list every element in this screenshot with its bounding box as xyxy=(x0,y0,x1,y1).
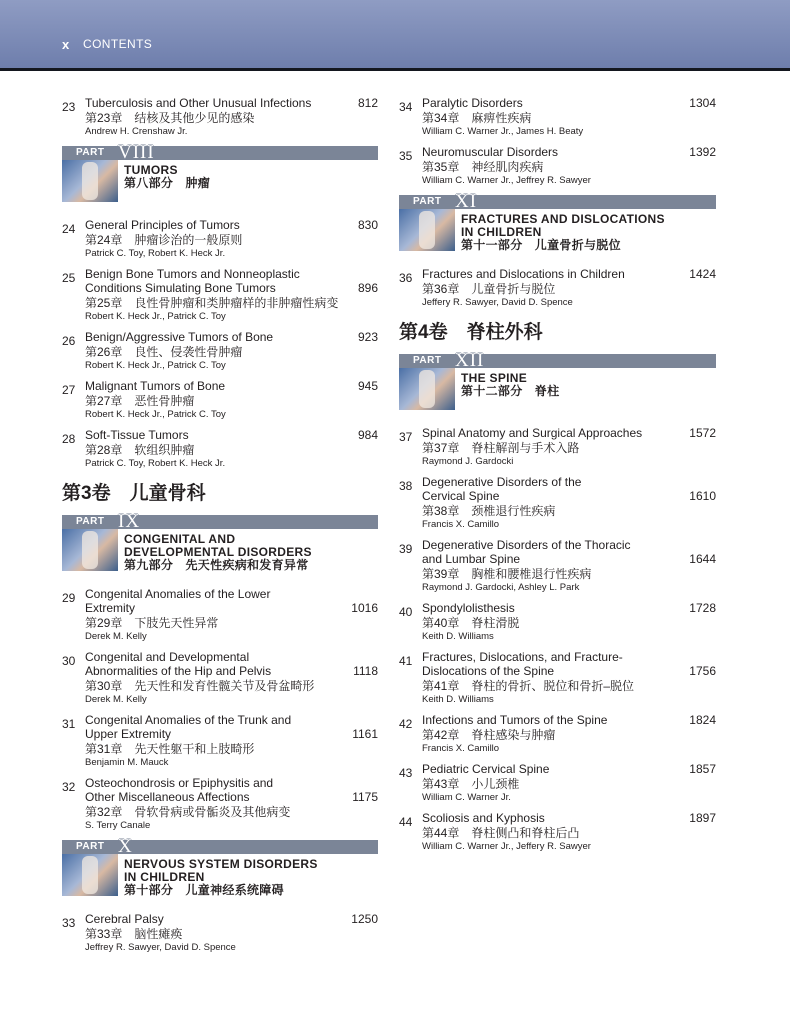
chapter-title-en: Infections and Tumors of the Spine xyxy=(422,713,608,727)
entry-body xyxy=(85,379,378,421)
volume-heading: 第3卷 儿童骨科 xyxy=(62,483,206,504)
chapter-title-en: Malignant Tumors of Bone xyxy=(85,379,226,393)
chapter-title-en: Congenital and Developmental xyxy=(85,650,250,664)
page-number: 1424 xyxy=(689,267,716,281)
chapter-title-cn: 第43章 小儿颈椎 xyxy=(422,777,520,791)
chapter-authors: Raymond J. Gardocki xyxy=(422,456,514,467)
part-label: PART xyxy=(76,516,105,527)
toc-entry[interactable] xyxy=(399,538,716,594)
part-title-cn: 第十部分 儿童神经系统障碍 xyxy=(124,883,284,897)
part-title xyxy=(461,372,559,398)
chapter-title-en: Fractures and Dislocations in Children xyxy=(422,267,625,281)
chapter-authors: Jeffrey R. Sawyer, David D. Spence xyxy=(85,942,236,953)
part-title-cn: 第九部分 先天性疾病和发育异常 xyxy=(124,558,309,572)
chapter-title-en: Neuromuscular Disorders xyxy=(422,145,559,159)
chapter-number: 38 xyxy=(399,479,413,493)
chapter-number: 36 xyxy=(399,271,413,285)
chapter-title-en: Congenital Anomalies of the Trunk and xyxy=(85,713,292,727)
toc-entry[interactable] xyxy=(399,96,716,138)
page-number: 923 xyxy=(357,330,378,344)
chapter-title-en: Spinal Anatomy and Surgical Approaches xyxy=(422,426,643,440)
chapter-title-en: Extremity xyxy=(85,601,136,615)
chapter-number: 42 xyxy=(399,717,413,731)
page-number: 1728 xyxy=(689,601,716,615)
toc-entry[interactable] xyxy=(399,426,716,468)
page-number: 1118 xyxy=(353,664,378,678)
part-banner xyxy=(399,191,716,257)
page-number: 1304 xyxy=(689,96,716,110)
chapter-title-cn: 第44章 脊柱侧凸和脊柱后凸 xyxy=(422,826,580,840)
toc-entry[interactable] xyxy=(399,475,716,531)
chapter-number: 31 xyxy=(62,717,76,731)
part-bar xyxy=(399,191,716,212)
chapter-title-en: Osteochondrosis or Epiphysitis and xyxy=(85,776,274,790)
chapter-authors: Francis X. Camillo xyxy=(422,519,500,530)
chapter-authors: Derek M. Kelly xyxy=(85,694,147,705)
chapter-title-en: Abnormalities of the Hip and Pelvis xyxy=(85,664,272,678)
toc-entry[interactable] xyxy=(62,267,378,323)
page-number: 1250 xyxy=(351,912,378,926)
chapter-title-en: Cervical Spine xyxy=(422,489,500,503)
part-title-line: IN CHILDREN xyxy=(461,225,542,239)
part-banner xyxy=(399,350,716,416)
chapter-title-en: General Principles of Tumors xyxy=(85,218,240,232)
toc-entry[interactable] xyxy=(62,587,378,643)
chapter-authors: S. Terry Canale xyxy=(85,820,151,831)
page-number: 812 xyxy=(357,96,378,110)
part-roman: VIII xyxy=(118,142,155,163)
entry-body xyxy=(422,426,716,468)
chapter-number: 35 xyxy=(399,149,413,163)
chapter-number: 24 xyxy=(62,222,76,236)
chapter-title-en: Conditions Simulating Bone Tumors xyxy=(85,281,276,295)
entry-body xyxy=(422,145,716,187)
entry-body xyxy=(85,912,378,954)
entry-body xyxy=(85,330,378,372)
chapter-number: 34 xyxy=(399,100,413,114)
chapter-authors: Robert K. Heck Jr., Patrick C. Toy xyxy=(85,360,226,371)
part-label: PART xyxy=(76,841,105,852)
entry-body xyxy=(422,267,716,309)
toc-entry[interactable] xyxy=(62,428,378,470)
chapter-number: 39 xyxy=(399,542,413,556)
part-title-line: CONGENITAL AND xyxy=(124,532,236,546)
chapter-title-en: Scoliosis and Kyphosis xyxy=(422,811,545,825)
part-title xyxy=(124,858,318,897)
chapter-title-cn: 第42章 脊柱感染与肿瘤 xyxy=(422,728,556,742)
entry-body xyxy=(85,650,378,706)
chapter-number: 37 xyxy=(399,430,413,444)
volume-heading: 第4卷 脊柱外科 xyxy=(399,322,543,343)
chapter-authors: William C. Warner Jr. xyxy=(422,792,511,803)
right-column xyxy=(399,96,716,860)
chapter-title-en: Benign/Aggressive Tumors of Bone xyxy=(85,330,274,344)
page-number: 1572 xyxy=(689,426,716,440)
chapter-title-cn: 第27章 恶性骨肿瘤 xyxy=(85,394,195,408)
part-bar xyxy=(62,836,378,857)
chapter-authors: Jeffery R. Sawyer, David D. Spence xyxy=(422,297,573,308)
chapter-authors: Keith D. Williams xyxy=(422,694,494,705)
part-label: PART xyxy=(76,147,105,158)
chapter-title-cn: 第38章 颈椎退行性疾病 xyxy=(422,504,556,518)
chapter-title-en: Spondylolisthesis xyxy=(422,601,515,615)
entry-body xyxy=(422,811,716,853)
page-number: 1756 xyxy=(689,664,716,678)
chapter-number: 23 xyxy=(62,100,76,114)
chapter-authors: William C. Warner Jr., Jeffrey R. Sawyer xyxy=(422,175,591,186)
part-banner xyxy=(62,836,378,902)
part-illustration xyxy=(399,368,455,410)
chapter-title-en: Tuberculosis and Other Unusual Infections xyxy=(85,96,312,110)
part-bar xyxy=(399,350,716,371)
page-number: 1897 xyxy=(689,811,716,825)
toc-entry[interactable] xyxy=(399,762,716,804)
chapter-number: 28 xyxy=(62,432,76,446)
chapter-authors: Robert K. Heck Jr., Patrick C. Toy xyxy=(85,311,226,322)
chapter-title-cn: 第41章 脊柱的骨折、脱位和骨折–脱位 xyxy=(422,679,635,693)
chapter-title-cn: 第35章 神经肌肉疾病 xyxy=(422,160,544,174)
chapter-title-en: Upper Extremity xyxy=(85,727,172,741)
chapter-number: 29 xyxy=(62,591,76,605)
part-label: PART xyxy=(413,196,442,207)
chapter-number: 25 xyxy=(62,271,76,285)
chapter-number: 40 xyxy=(399,605,413,619)
entry-body xyxy=(422,601,716,643)
page-number: 1610 xyxy=(689,489,716,503)
chapter-authors: Patrick C. Toy, Robert K. Heck Jr. xyxy=(85,248,226,259)
part-label: PART xyxy=(413,355,442,366)
page-number: 984 xyxy=(357,428,378,442)
chapter-title-cn: 第24章 肿瘤诊治的一般原则 xyxy=(85,233,243,247)
chapter-title-en: and Lumbar Spine xyxy=(422,552,521,566)
entry-body xyxy=(85,267,378,323)
chapter-authors: Keith D. Williams xyxy=(422,631,494,642)
chapter-title-en: Pediatric Cervical Spine xyxy=(422,762,550,776)
chapter-number: 43 xyxy=(399,766,413,780)
header-band xyxy=(0,0,790,68)
toc-entry[interactable] xyxy=(62,776,378,832)
part-title-line: DEVELOPMENTAL DISORDERS xyxy=(124,545,312,559)
toc-entry[interactable] xyxy=(62,650,378,706)
header-rule xyxy=(0,68,790,71)
entry-body xyxy=(85,713,378,769)
part-title xyxy=(461,213,665,252)
part-title-cn: 第十二部分 脊柱 xyxy=(461,384,560,398)
chapter-number: 27 xyxy=(62,383,76,397)
chapter-title-en: Other Miscellaneous Affections xyxy=(85,790,250,804)
toc-entry[interactable] xyxy=(62,96,378,138)
chapter-number: 33 xyxy=(62,916,76,930)
page-number: 830 xyxy=(357,218,378,232)
entry-body xyxy=(422,713,716,755)
toc-entry[interactable] xyxy=(399,267,716,309)
chapter-title-cn: 第26章 良性、侵袭性骨肿瘤 xyxy=(85,345,243,359)
chapter-authors: Francis X. Camillo xyxy=(422,743,500,754)
page-number: 1016 xyxy=(351,601,378,615)
part-banner xyxy=(62,511,378,577)
page-number: 945 xyxy=(357,379,378,393)
page-number: 1644 xyxy=(689,552,716,566)
entry-body xyxy=(422,762,716,804)
chapter-title-cn: 第40章 脊柱滑脱 xyxy=(422,616,520,630)
part-illustration xyxy=(399,209,455,251)
part-roman: XI xyxy=(455,191,478,212)
chapter-authors: Derek M. Kelly xyxy=(85,631,147,642)
chapter-title-cn: 第36章 儿童骨折与脱位 xyxy=(422,282,556,296)
chapter-title-cn: 第32章 骨软骨病或骨骺炎及其他病变 xyxy=(85,805,291,819)
toc-entry[interactable] xyxy=(399,145,716,187)
chapter-title-en: Degenerative Disorders of the Thoracic xyxy=(422,538,631,552)
part-bar xyxy=(62,511,378,532)
page-number: 1392 xyxy=(689,145,716,159)
page-mark: x xyxy=(62,37,70,52)
entry-body xyxy=(85,587,378,643)
toc-entry[interactable] xyxy=(399,713,716,755)
part-illustration xyxy=(62,529,118,571)
toc-entry[interactable] xyxy=(62,912,378,954)
chapter-title-cn: 第31章 先天性躯干和上肢畸形 xyxy=(85,742,255,756)
part-illustration xyxy=(62,160,118,202)
chapter-title-en: Cerebral Palsy xyxy=(85,912,164,926)
chapter-title-en: Soft-Tissue Tumors xyxy=(85,428,189,442)
part-roman: IX xyxy=(118,511,141,532)
part-title-cn: 第八部分 肿瘤 xyxy=(124,176,211,190)
page-number: 1175 xyxy=(352,790,378,804)
chapter-title-cn: 第25章 良性骨肿瘤和类肿瘤样的非肿瘤性病变 xyxy=(85,296,339,310)
entry-body xyxy=(85,428,378,470)
part-title-cn: 第十一部分 儿童骨折与脱位 xyxy=(461,238,621,252)
part-banner xyxy=(62,142,378,208)
entry-body xyxy=(422,475,716,531)
chapter-authors: Patrick C. Toy, Robert K. Heck Jr. xyxy=(85,458,226,469)
part-title xyxy=(124,533,312,572)
chapter-authors: William C. Warner Jr., James H. Beaty xyxy=(422,126,584,137)
chapter-title-en: Fractures, Dislocations, and Fracture- xyxy=(422,650,623,664)
page-number: 1161 xyxy=(352,727,378,741)
toc-entry[interactable] xyxy=(62,330,378,372)
chapter-title-en: Benign Bone Tumors and Nonneoplastic xyxy=(85,267,300,281)
page-number: 1824 xyxy=(689,713,716,727)
chapter-title-en: Dislocations of the Spine xyxy=(422,664,555,678)
chapter-title-cn: 第39章 胸椎和腰椎退行性疾病 xyxy=(422,567,592,581)
chapter-number: 44 xyxy=(399,815,413,829)
toc-entry[interactable] xyxy=(399,811,716,853)
entry-body xyxy=(422,650,716,706)
toc-entry[interactable] xyxy=(62,218,378,260)
entry-body xyxy=(85,96,378,138)
chapter-authors: Andrew H. Crenshaw Jr. xyxy=(85,126,188,137)
chapter-title-cn: 第37章 脊柱解剖与手术入路 xyxy=(422,441,580,455)
chapter-authors: Robert K. Heck Jr., Patrick C. Toy xyxy=(85,409,226,420)
chapter-title-cn: 第23章 结核及其他少见的感染 xyxy=(85,111,255,125)
toc-entry[interactable] xyxy=(399,650,716,706)
chapter-number: 26 xyxy=(62,334,76,348)
part-roman: X xyxy=(118,836,133,857)
entry-body xyxy=(422,96,716,138)
part-title xyxy=(124,164,210,190)
chapter-title-en: Degenerative Disorders of the xyxy=(422,475,582,489)
part-roman: XII xyxy=(455,350,485,371)
chapter-title-en: Paralytic Disorders xyxy=(422,96,523,110)
chapter-number: 41 xyxy=(399,654,413,668)
chapter-title-cn: 第33章 脑性瘫痪 xyxy=(85,927,183,941)
chapter-title-cn: 第30章 先天性和发育性髋关节及骨盆畸形 xyxy=(85,679,315,693)
entry-body xyxy=(422,538,716,594)
part-title-line: IN CHILDREN xyxy=(124,870,205,884)
toc-entry[interactable] xyxy=(399,601,716,643)
part-title-line: FRACTURES AND DISLOCATIONS xyxy=(461,212,665,226)
part-title-line: NERVOUS SYSTEM DISORDERS xyxy=(124,857,318,871)
running-title: CONTENTS xyxy=(83,37,153,51)
chapter-title-en: Congenital Anomalies of the Lower xyxy=(85,587,271,601)
chapter-authors: Benjamin M. Mauck xyxy=(85,757,169,768)
page-number: 1857 xyxy=(689,762,716,776)
chapter-number: 32 xyxy=(62,780,76,794)
chapter-authors: William C. Warner Jr., Jeffery R. Sawyer xyxy=(422,841,591,852)
part-bar xyxy=(62,142,378,163)
part-title-line: THE SPINE xyxy=(461,371,528,385)
left-column xyxy=(62,96,378,961)
entry-body xyxy=(85,776,378,832)
chapter-authors: Raymond J. Gardocki, Ashley L. Park xyxy=(422,582,580,593)
chapter-title-cn: 第29章 下肢先天性异常 xyxy=(85,616,219,630)
entry-body xyxy=(85,218,378,260)
toc-entry[interactable] xyxy=(62,379,378,421)
chapter-number: 30 xyxy=(62,654,76,668)
page-number: 896 xyxy=(357,281,378,295)
part-title-line: TUMORS xyxy=(124,163,178,177)
part-illustration xyxy=(62,854,118,896)
chapter-title-cn: 第34章 麻痹性疾病 xyxy=(422,111,532,125)
toc-entry[interactable] xyxy=(62,713,378,769)
chapter-title-cn: 第28章 软组织肿瘤 xyxy=(85,443,195,457)
